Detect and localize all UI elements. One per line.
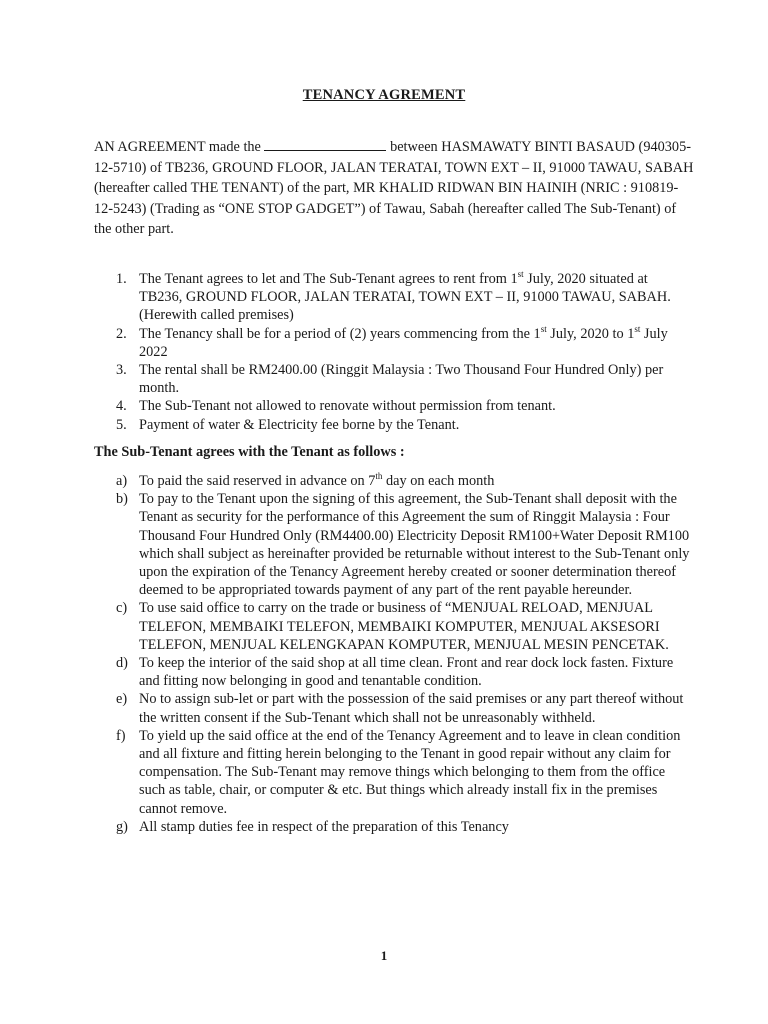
intro-text-start: AN AGREEMENT made the [94,139,261,155]
terms-list [94,472,694,836]
term-text: To paid the said reserved in advance on 7th day on each month [139,471,495,489]
term-item [94,490,694,599]
clause-number: 4. [116,398,127,415]
clause-item [94,325,694,361]
term-letter: b) [116,491,128,508]
term-letter: c) [116,600,128,617]
clause-text: The Sub-Tenant not allowed to renovate without permission from tenant. [139,398,556,415]
clause-item [94,416,694,434]
clause-text: The rental shall be RM2400.00 (Ringgit Malaysia : Two Thousand Four Hundred Only) per month. [139,362,664,397]
term-item [94,690,694,726]
clause-text: The Tenancy shall be for a period of (2) years commencing from the 1st July, 2020 to 1st July 2022 [139,323,668,360]
intro-text-end: between HASMAWATY BINTI BASAUD (940305-12-5710) of TB236, GROUND FLOOR, JALAN TERATAI, TOWN EXT – II, 91000 TAWAU, SABAH (hereafter called THE TENANT) of the part, MR KHALID RIDWAN BIN HAINIH (NRIC : 910819-12-5243) (Trading as “ONE STOP GADGET”) of Tawau, Sabah (hereafter called The Sub-Tenant) of the other part. [94,139,694,238]
term-text: All stamp duties fee in respect of the preparation of this Tenancy [139,818,509,835]
term-item [94,727,694,818]
term-item [94,599,694,654]
term-letter: d) [116,655,128,672]
intro-paragraph [94,137,694,240]
term-letter: g) [116,818,128,835]
section-subheading: The Sub-Tenant agrees with the Tenant as follows : [94,444,405,460]
clause-number: 1. [116,271,127,287]
term-text: To use said office to carry on the trade or business of “MENJUAL RELOAD, MENJUAL TELEFON, MEMBAIKI TELEFON, MEMBAIKI KOMPUTER, MENJUAL AKSESORI TELEFON, MENJUAL KELENGKAPAN KOMPUTER, MENJUAL MESIN PENCETAK. [139,600,669,653]
term-item [94,472,694,490]
clause-number: 5. [116,416,127,433]
term-letter: e) [116,691,128,708]
clauses-list [94,270,694,434]
term-letter: a) [116,473,128,489]
date-blank-line [264,137,386,151]
clause-text: Payment of water & Electricity fee borne by the Tenant. [139,416,460,433]
clause-text: The Tenant agrees to let and The Sub-Tenant agrees to rent from 1st July, 2020 situated at TB236, GROUND FLOOR, JALAN TERATAI, TOWN EXT – II, 91000 TAWAU, SABAH. (Herewith called premises) [139,269,671,324]
term-item [94,818,694,836]
term-text: No to assign sub-let or part with the possession of the said premises or any part thereof without the written consent if the Sub-Tenant which shall not be unreasonably withheld. [139,691,684,726]
clause-number: 2. [116,325,127,342]
term-letter: f) [116,727,126,744]
clause-item [94,397,694,415]
page-title: TENANCY AGREMENT [302,87,466,103]
term-text: To yield up the said office at the end of the Tenancy Agreement and to leave in clean condition and all fixture and fitting herein belonging to the Tenant in good repair without any claim for compensation. The Sub-Tenant may remove things which belonging to them from the office such as table, chair, or computer & etc. But things which already install fix in the premises cannot remove. [139,727,681,817]
clause-number: 3. [116,362,127,379]
term-text: To pay to the Tenant upon the signing of this agreement, the Sub-Tenant shall deposit with the Tenant as security for the performance of this Agreement the sum of Ringgit Malaysia : Four Thousand Four Hundred Only (RM4400.00) Electricity Deposit RM100+Water Deposit RM100 which shall subject as hereinafter provided be returnable without interest to the Sub-Tenant only upon the expiration of the Tenancy Agreement hereby created or sooner determination thereof deemed to be appropriated towards payment of any part of the rent payable hereunder. [139,491,690,599]
page-number: 1 [380,948,388,963]
term-text: To keep the interior of the said shop at all time clean. Front and rear dock lock fasten. Fixture and fitting now belonging in good and tenantable condition. [139,655,674,690]
clause-item [94,270,694,325]
term-item [94,654,694,690]
clause-item [94,361,694,397]
